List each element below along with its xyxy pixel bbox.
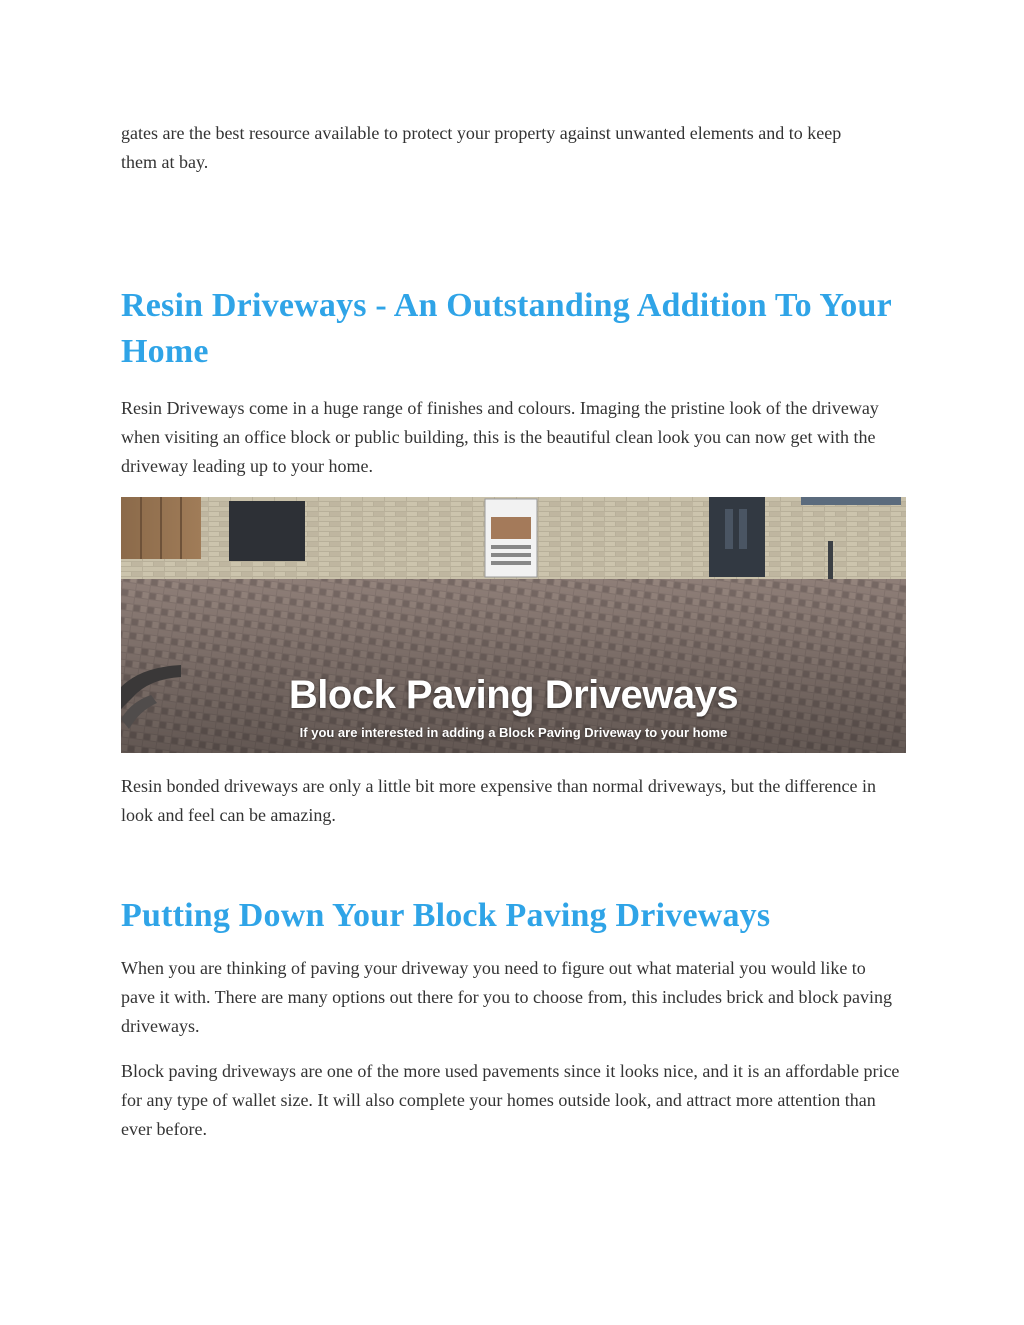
hero-subtitle: If you are interested in adding a Block Paving Driveway to your home bbox=[299, 725, 728, 740]
resin-paragraph-2: Resin bonded driveways are only a little bit more expensive than normal driveways, but the difference in look and feel can be amazing. bbox=[121, 776, 876, 825]
intro-paragraph: gates are the best resource available to protect your property against unwanted elements and to keep them at bay. bbox=[121, 123, 842, 172]
garage-door bbox=[229, 501, 305, 561]
block-paving-hero-image bbox=[121, 497, 906, 753]
block-paving-paragraph-2: Block paving driveways are one of the more used pavements since it looks nice, and it is an affordable price for any type of wallet size. It will also complete your homes outside look, and attract more attention than ever before. bbox=[121, 1061, 900, 1139]
front-door bbox=[709, 497, 765, 577]
block-paving-paragraph-1: When you are thinking of paving your driveway you need to figure out what material you would like to pave it with. There are many options out there for you to choose from, this includes brick and block paving driveways. bbox=[121, 958, 892, 1036]
hero-title: Block Paving Driveways bbox=[288, 673, 739, 717]
block-paving-heading: Putting Down Your Block Paving Driveways bbox=[121, 897, 771, 934]
resin-heading: Resin Driveways - An Outstanding Addition To Your Home bbox=[121, 287, 892, 370]
resin-paragraph-1: Resin Driveways come in a huge range of finishes and colours. Imaging the pristine look of the driveway when visiting an office block or public building, this is the beautiful clean look you can now get with the driveway leading up to your home. bbox=[121, 398, 879, 476]
